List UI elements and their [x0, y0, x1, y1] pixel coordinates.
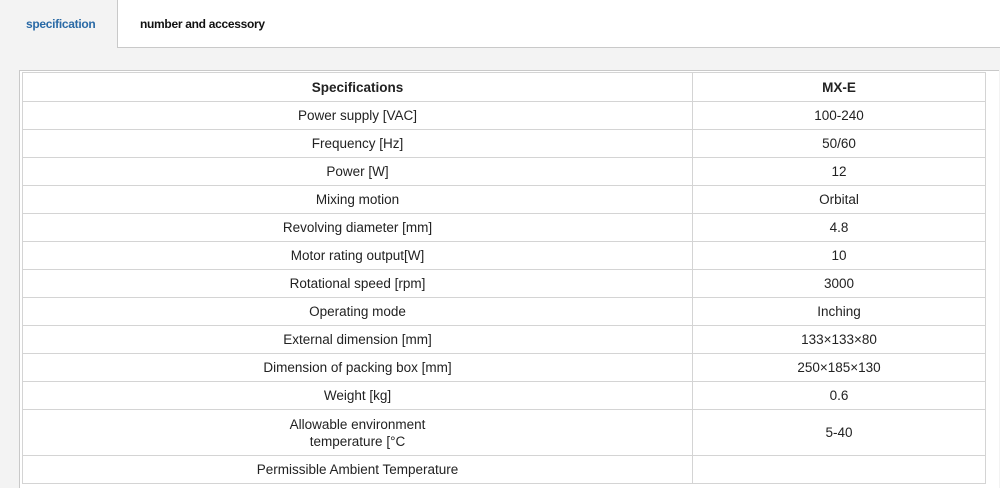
- table-row: [23, 456, 986, 484]
- row-value: 100-240: [693, 102, 986, 130]
- tab-bar: [0, 0, 1000, 48]
- row-value: 4.8: [693, 214, 986, 242]
- tab-panel: [0, 48, 1000, 488]
- row-value: 50/60: [693, 130, 986, 158]
- row-value: 10: [693, 242, 986, 270]
- row-label-cell: [23, 410, 693, 456]
- row-label: Rotational speed [rpm]: [23, 270, 693, 298]
- table-row: [23, 382, 986, 410]
- row-label: Operating mode: [23, 298, 693, 326]
- tab-specification[interactable]: specification: [0, 0, 118, 48]
- row-label: Dimension of packing box [mm]: [23, 354, 693, 382]
- table-header-row: [23, 73, 986, 102]
- header-specifications: Specifications: [23, 73, 693, 102]
- table-row: [23, 410, 986, 456]
- table-row: [23, 186, 986, 214]
- row-label: Weight [kg]: [23, 382, 693, 410]
- row-label: Allowable environment temperature [°C: [289, 416, 426, 449]
- row-label: Motor rating output[W]: [23, 242, 693, 270]
- row-value: 5-40: [693, 410, 986, 456]
- row-value: Orbital: [693, 186, 986, 214]
- table-row: [23, 242, 986, 270]
- row-value: [693, 456, 986, 484]
- row-label: Frequency [Hz]: [23, 130, 693, 158]
- table-row: [23, 298, 986, 326]
- table-row: [23, 354, 986, 382]
- row-value: 3000: [693, 270, 986, 298]
- table-row: [23, 326, 986, 354]
- row-label: External dimension [mm]: [23, 326, 693, 354]
- tab-number-and-accessory[interactable]: number and accessory: [118, 0, 318, 48]
- table-row: [23, 130, 986, 158]
- table-row: [23, 102, 986, 130]
- table-row: [23, 214, 986, 242]
- row-value: 250×185×130: [693, 354, 986, 382]
- specification-table: [22, 72, 986, 484]
- row-value: 12: [693, 158, 986, 186]
- header-model: MX-E: [693, 73, 986, 102]
- row-label: Permissible Ambient Temperature: [23, 456, 693, 484]
- row-value: 133×133×80: [693, 326, 986, 354]
- row-value: 0.6: [693, 382, 986, 410]
- row-label: Revolving diameter [mm]: [23, 214, 693, 242]
- row-label: Power [W]: [23, 158, 693, 186]
- row-label: Power supply [VAC]: [23, 102, 693, 130]
- table-row: [23, 270, 986, 298]
- panel-content: [19, 70, 999, 488]
- row-value: Inching: [693, 298, 986, 326]
- table-row: [23, 158, 986, 186]
- row-label: Mixing motion: [23, 186, 693, 214]
